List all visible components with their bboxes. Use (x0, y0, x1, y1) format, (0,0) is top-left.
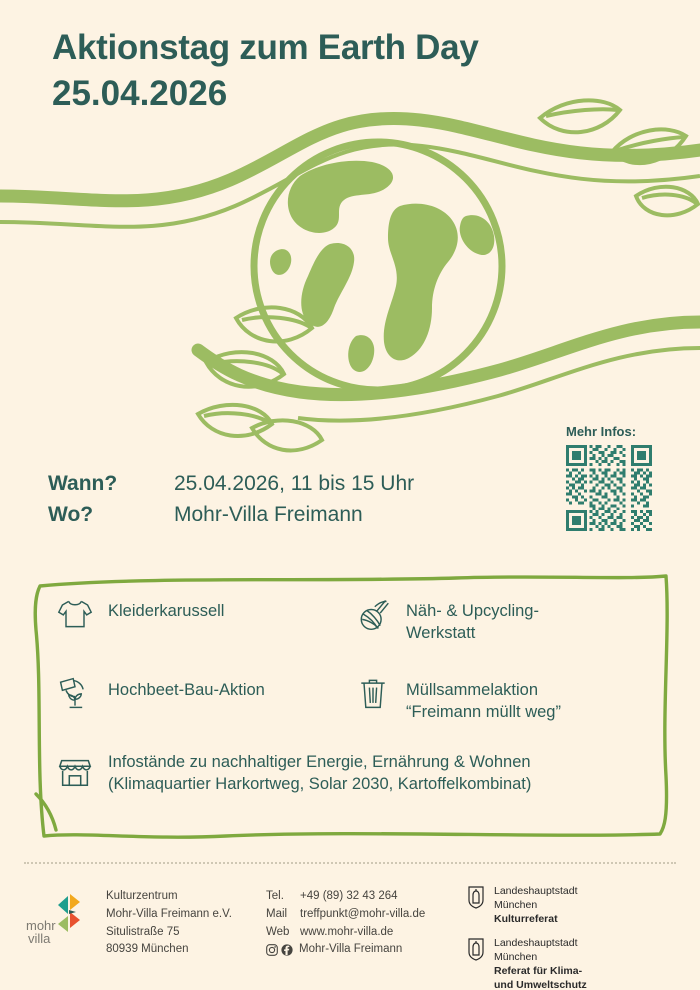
program-item (52, 671, 350, 724)
program-list (26, 570, 674, 842)
city-department: Kulturreferat (494, 913, 558, 926)
program-line: Infostände zu nachhaltiger Energie, Ernährung & Wohnen (108, 752, 531, 771)
trash-bin-icon (350, 671, 396, 715)
tshirt-icon (52, 592, 98, 636)
city-department-2: und Umweltschutz (494, 979, 587, 990)
program-line: Hochbeet-Bau-Aktion (108, 680, 265, 699)
program-item (52, 750, 648, 796)
program-item-text (108, 592, 224, 623)
footer-contact (256, 880, 466, 959)
more-info-qr[interactable] (566, 424, 652, 531)
city-line: München (494, 899, 538, 912)
when-label: Wann? (48, 472, 118, 495)
contact-key: Web (266, 925, 290, 938)
svg-text:villa: villa (28, 931, 51, 946)
contact-key: Tel. (266, 890, 284, 902)
city-partner-text (494, 936, 587, 990)
footer-city-partners (466, 880, 587, 990)
qr-code-icon[interactable] (566, 445, 652, 531)
city-line: Landeshauptstadt (494, 885, 578, 897)
city-department: Referat für Klima- (494, 964, 583, 977)
program-item (52, 592, 350, 645)
program-box (26, 570, 674, 842)
program-line: (Klimaquartier Harkortweg, Solar 2030, Kartoffelkombinat) (108, 774, 532, 793)
address-line: Situlistraße 75 (106, 925, 180, 938)
info-row-where (48, 503, 414, 527)
program-line: Müllsammelaktion (406, 680, 539, 699)
munich-coat-of-arms-icon (466, 884, 486, 913)
when-value: 25.04.2026, 11 bis 15 Uhr (174, 472, 415, 495)
svg-text:mohr: mohr (26, 918, 56, 933)
city-partner (466, 884, 587, 927)
program-item-text (406, 671, 561, 724)
footer-divider (24, 862, 676, 864)
munich-coat-of-arms-icon (466, 936, 486, 965)
city-line: Landeshauptstadt (494, 936, 578, 949)
program-item-text (108, 671, 265, 702)
qr-label: Mehr Infos: (566, 424, 637, 439)
market-stall-icon (52, 750, 98, 794)
address-line: 80939 München (106, 943, 189, 956)
city-partner-text (494, 884, 578, 927)
program-item-text (108, 750, 531, 796)
mohr-villa-logo-icon (24, 890, 100, 948)
program-item-text (406, 592, 539, 645)
program-item (350, 671, 648, 724)
program-line: Kleiderkarussell (108, 602, 225, 620)
footer-address (106, 880, 256, 959)
program-line: “Freimann müllt weg” (406, 702, 561, 721)
where-label: Wo? (48, 503, 94, 526)
mohr-villa-logo (24, 880, 106, 953)
contact-mail[interactable] (266, 906, 466, 924)
instagram-icon[interactable] (266, 944, 278, 956)
program-line: Näh- & Upcycling- (406, 602, 539, 620)
contact-social[interactable] (266, 941, 466, 959)
social-handle: Mohr-Villa Freimann (299, 943, 403, 956)
watering-can-plant-icon (52, 671, 98, 715)
address-line: Mohr-Villa Freimann e.V. (106, 907, 232, 920)
event-info (48, 472, 414, 534)
contact-key: Mail (266, 907, 288, 920)
contact-web[interactable] (266, 924, 466, 942)
where-value: Mohr-Villa Freimann (174, 503, 363, 526)
city-line: München (494, 950, 538, 963)
poster-footer (24, 880, 676, 990)
contact-phone (266, 888, 466, 906)
contact-value[interactable]: treffpunkt@mohr-villa.de (300, 907, 426, 920)
program-line: Werkstatt (406, 623, 476, 642)
contact-value[interactable]: www.mohr-villa.de (300, 925, 394, 938)
address-line: Kulturzentrum (106, 890, 178, 902)
yarn-needle-icon (350, 592, 396, 636)
contact-value: +49 (89) 32 43 264 (300, 890, 398, 902)
poster-header (52, 26, 479, 117)
social-icon-group[interactable] (266, 941, 293, 959)
city-partner (466, 936, 587, 990)
info-row-when (48, 472, 414, 496)
facebook-icon[interactable] (281, 944, 293, 956)
page-title: Aktionstag zum Earth Day (52, 28, 479, 67)
program-item (350, 592, 648, 645)
event-date-headline: 25.04.2026 (52, 73, 228, 113)
